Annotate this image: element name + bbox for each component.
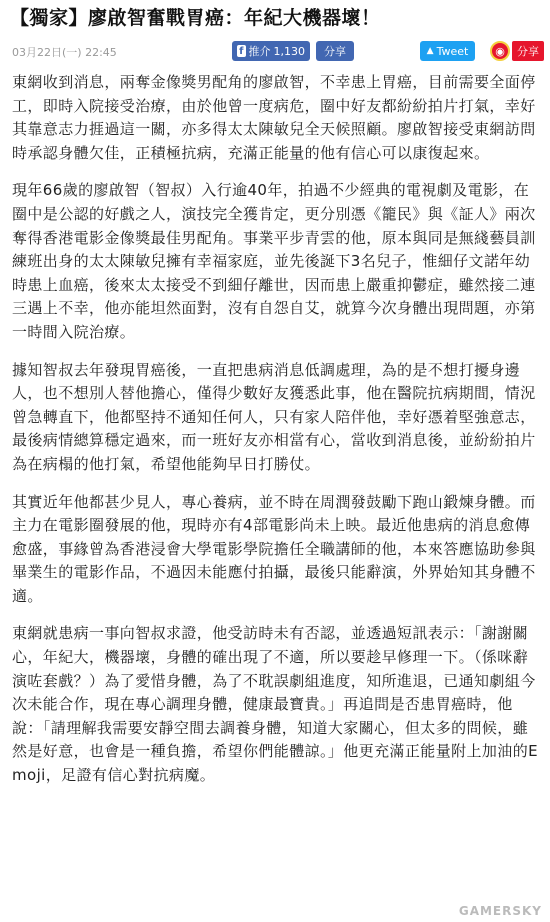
tweet-button[interactable]: [420, 41, 475, 61]
facebook-like-button[interactable]: [232, 41, 310, 61]
article-body: [12, 71, 542, 802]
article-paragraph: 據知智叔去年發現胃癌後，一直把患病消息低調處理，為的是不想打擾身邊人，也不想別人替他擔心，僅得少數好友獲悉此事，他在醫院抗病期間，情況曾急轉直下，他都堅持不通知任何人，只有家人陪伴他，幸好憑着堅強意志，最後病情總算穩定過來，而一班好友亦相當有心，當收到消息後，並紛紛拍片為在病榻的他打氣，希望他能夠早日打勝仗。: [12, 360, 536, 473]
weibo-icon: ◉: [490, 41, 510, 61]
watermark-logo: GAMERSKY: [458, 904, 542, 918]
article-paragraph: 東網就患病一事向智叔求證，他受訪時未有否認，並透過短訊表示：「謝謝關心，年紀大，機器壞，身體的確出現了不適，所以要趁早修理一下。（係咪辭演咗套戲？）為了愛惜身體，為了不耽誤劇組進度，知所進退，已通知劇組今次未能合作，現在專心調理身體，健康最寶貴。」再追問是否患胃癌時，他說：「請理解我需要安靜空間去調養身體，知道大家關心，但太多的問候，雖然是好意，也會是一種負擔，希望你們能體諒。」他更充滿正能量附上加油的Emoji，足證有信心對抗病魔。: [12, 624, 538, 785]
article-paragraph: 其實近年他都甚少見人，專心養病，並不時在周潤發鼓勵下跑山鍛煉身體。而主力在電影圈發展的他，現時亦有4部電影尚未上映。最近他患病的消息愈傳愈盛，事緣曾為香港浸會大學電影學院擔任全職講師的他，本來答應協助參與畢業生的電影作品，不過因未能應付拍攝，最後只能辭演，外界始知其身體不適。: [12, 492, 536, 605]
article-title: 【獨家】廖啟智奮戰胃癌：年紀大機器壞！: [10, 7, 381, 29]
tweet-label: Tweet: [436, 44, 469, 58]
facebook-share-button[interactable]: [316, 41, 354, 61]
publish-date: 03月22日(一) 22:45: [12, 46, 117, 59]
facebook-like-count: 1,130: [273, 44, 305, 58]
twitter-bird-icon: ▲: [426, 46, 434, 56]
weibo-share-button[interactable]: [490, 41, 544, 61]
facebook-share-label: 分享: [324, 45, 346, 58]
article-paragraph: 東網收到消息，兩奪金像獎男配角的廖啟智，不幸患上胃癌，目前需要全面停工，即時入院接受治療，由於他曾一度病危，圈中好友都紛紛拍片打氣，幸好其靠意志力捱過這一關，亦多得太太陳敏兒全天候照顧。廖啟智接受東網訪問時承認身體欠佳，正積極抗病，充滿正能量的他有信心可以康復起來。: [12, 73, 536, 162]
article-paragraph: 現年66歲的廖啟智（智叔）入行逾40年，拍過不少經典的電視劇及電影，在圈中是公認的好戲之人，演技完全獲肯定，更分別憑《籠民》與《証人》兩次奪得香港電影金像獎最佳男配角。事業平步青雲的他，原本與同是無綫藝員訓練班出身的太太陳敏兒擁有幸福家庭，並先後誕下3名兒子，惟細仔文諾年幼時患上血癌，後來太太接受不到細仔離世，因而患上嚴重抑鬱症，雖然接二連三遇上不幸，他亦能坦然面對，沒有自怨自艾，就算今次身體出現問題，亦第一時間入院治療。: [12, 181, 536, 341]
facebook-like-label: 推介: [248, 45, 271, 58]
weibo-share-label: 分享: [512, 41, 544, 61]
facebook-icon: f: [237, 45, 246, 57]
